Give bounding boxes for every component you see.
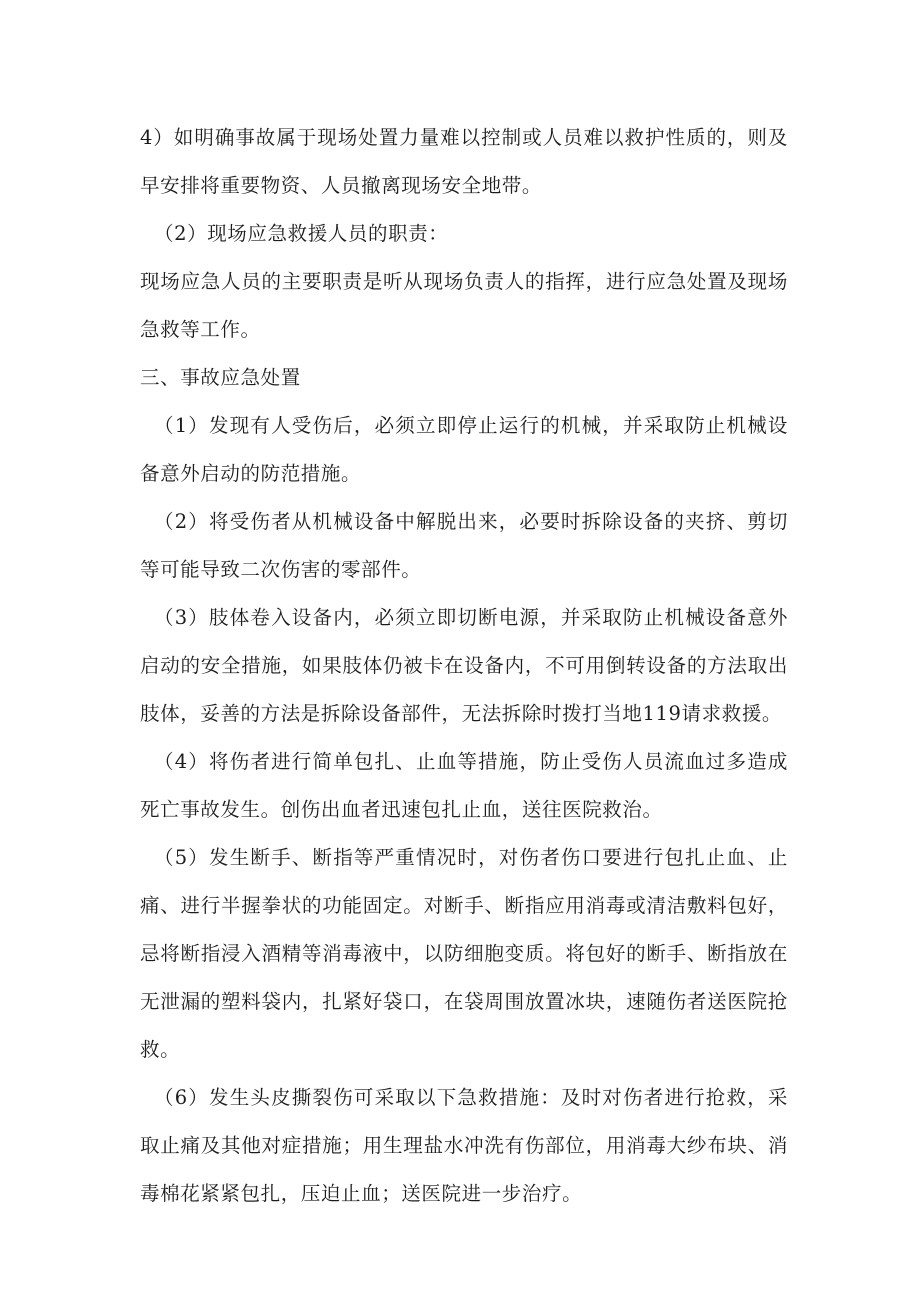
- paragraph-step-1: （1）发现有人受伤后，必须立即停止运行的机械，并采取防止机械设备意外启动的防范措施。: [140, 414, 788, 485]
- paragraph-evacuation: 4）如明确事故属于现场处置力量难以控制或人员难以救护性质的，则及早安排将重要物资、人员撤离现场安全地带。: [140, 126, 788, 197]
- paragraph-step-2: （2）将受伤者从机械设备中解脱出来，必要时拆除设备的夹挤、剪切等可能导致二次伤害的零部件。: [140, 510, 788, 581]
- paragraph-step-5: （5）发生断手、断指等严重情况时，对伤者伤口要进行包扎止血、止痛、进行半握拳状的功能固定。对断手、断指应用消毒或清洁敷料包好，忌将断指浸入酒精等消毒液中，以防细胞变质。将包好的断手、断指放在无泄漏的塑料袋内，扎紧好袋口，在袋周围放置冰块，速随伤者送医院抢救。: [140, 846, 788, 1061]
- document-body: [140, 114, 788, 1218]
- section-heading-accident-response: 三、事故应急处置: [140, 366, 301, 389]
- paragraph-rescue-staff-duties: 现场应急人员的主要职责是听从现场负责人的指挥，进行应急处置及现场急救等工作。: [140, 270, 788, 341]
- paragraph-step-4: （4）将伤者进行简单包扎、止血等措施，防止受伤人员流血过多造成死亡事故发生。创伤出血者迅速包扎止血，送往医院救治。: [140, 750, 788, 821]
- paragraph-step-3: （3）肢体卷入设备内，必须立即切断电源，并采取防止机械设备意外启动的安全措施，如果肢体仍被卡在设备内，不可用倒转设备的方法取出肢体，妥善的方法是拆除设备部件，无法拆除时拨打当地119请求救援。: [140, 606, 788, 725]
- heading-rescue-staff-duties: （2）现场应急救援人员的职责：: [154, 222, 449, 245]
- paragraph-step-6: （6）发生头皮撕裂伤可采取以下急救措施：及时对伤者进行抢救，采取止痛及其他对症措施；用生理盐水冲洗有伤部位，用消毒大纱布块、消毒棉花紧紧包扎，压迫止血；送医院进一步治疗。: [140, 1086, 788, 1205]
